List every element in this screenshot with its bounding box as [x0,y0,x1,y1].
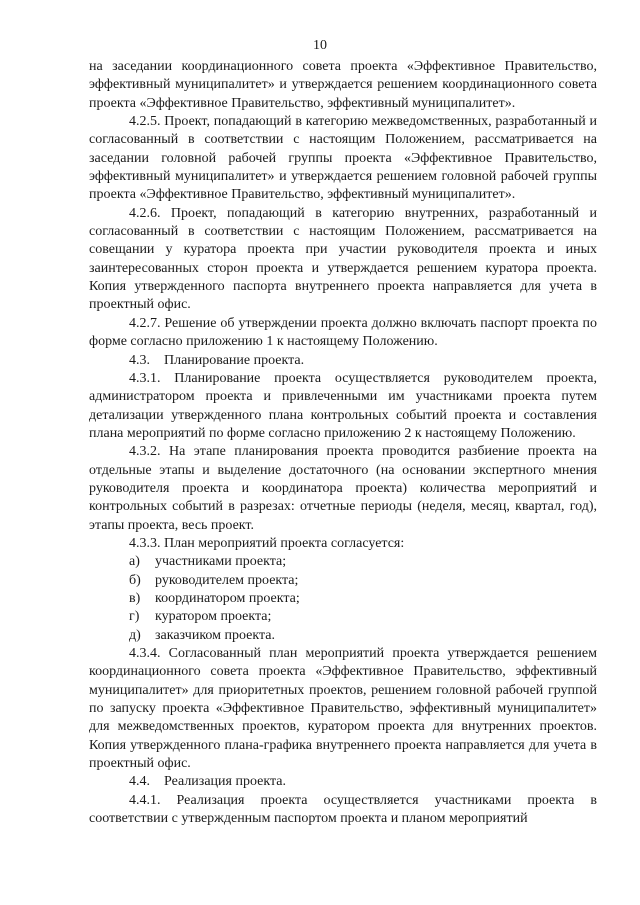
list-item [89,590,597,608]
list-item [89,608,597,626]
list-item-text: участниками проекта; [155,554,287,570]
list-item-text: координатором проекта; [155,590,300,606]
paragraph: 4.3.2. На этапе планирования проекта проводится разбиение проекта на отдельные этапы и выделение достаточного (на основании экспертного мнения руководителя проекта и координатора проекта) количества мероприятий и контрольных событий в разрезах: отчетные периоды (неделя, месяц, квартал, год), этапы проекта, весь проект. [89,444,597,533]
page-number: 10 [313,38,327,53]
list-marker: г) [129,609,140,625]
paragraph: 4.3.3. План мероприятий проекта согласуется: [129,535,405,551]
section-heading: 4.4. Реализация проекта. [129,774,286,790]
section-heading: 4.3. Планирование проекта. [129,352,305,368]
paragraph: 4.3.1. Планирование проекта осуществляется руководителем проекта, администратором проекта и привлеченными им участниками проекта путем детализации утвержденного плана контрольных событий проекта и составления плана мероприятий по форме согласно приложению 2 к настоящему Положению. [89,370,597,441]
list-item [89,553,597,571]
paragraph: на заседании координационного совета проекта «Эффективное Правительство, эффективный муниципалитет» и утверждается решением координационного совета проекта «Эффективное Правительство, эффективный муниципалитет». [89,59,597,111]
list-item [89,627,597,645]
paragraph: 4.3.4. Согласованный план мероприятий проекта утверждается решением координационного совета проекта «Эффективное Правительство, эффективный муниципалитет» для приоритетных проектов, решением головной рабочей группой по запуску проекта «Эффективное Правительство, эффективный муниципалитет» для межведомственных проектов, куратором проекта для внутренних проектов. Копия утвержденного плана-графика внутреннего проекта направляется для учета в проектный офис. [89,646,597,772]
list-item-text: руководителем проекта; [155,572,299,588]
paragraph: 4.2.6. Проект, попадающий в категорию внутренних, разработанный и согласованный в соответствии с настоящим Положением, рассматривается на совещании у куратора проекта при участии руководителя проекта и иных заинтересованных сторон проекта и утверждается решением куратора проекта. Копия утвержденного паспорта внутреннего проекта направляется для учета в проектный офис. [89,205,597,313]
paragraph: 4.2.7. Решение об утверждении проекта должно включать паспорт проекта по форме согласно приложению 1 к настоящему Положению. [89,315,597,350]
list-item-text: заказчиком проекта. [155,627,276,643]
list-marker: д) [129,627,141,643]
list-marker: а) [129,554,140,570]
list-item-text: куратором проекта; [155,609,272,625]
list-marker: б) [129,572,141,588]
list-marker: в) [129,590,141,606]
paragraph: 4.4.1. Реализация проекта осуществляется участниками проекта в соответствии с утвержденным паспортом проекта и планом мероприятий [89,792,597,827]
list-item [89,572,597,590]
paragraph: 4.2.5. Проект, попадающий в категорию межведомственных, разработанный и согласованный в соответствии с настоящим Положением, рассматривается на заседании головной рабочей группы проекта «Эффективное Правительство, эффективный муниципалитет» и утверждается решением головной рабочей группы проекта «Эффективное Правительство, эффективный муниципалитет». [89,114,597,203]
document-body [89,58,597,828]
